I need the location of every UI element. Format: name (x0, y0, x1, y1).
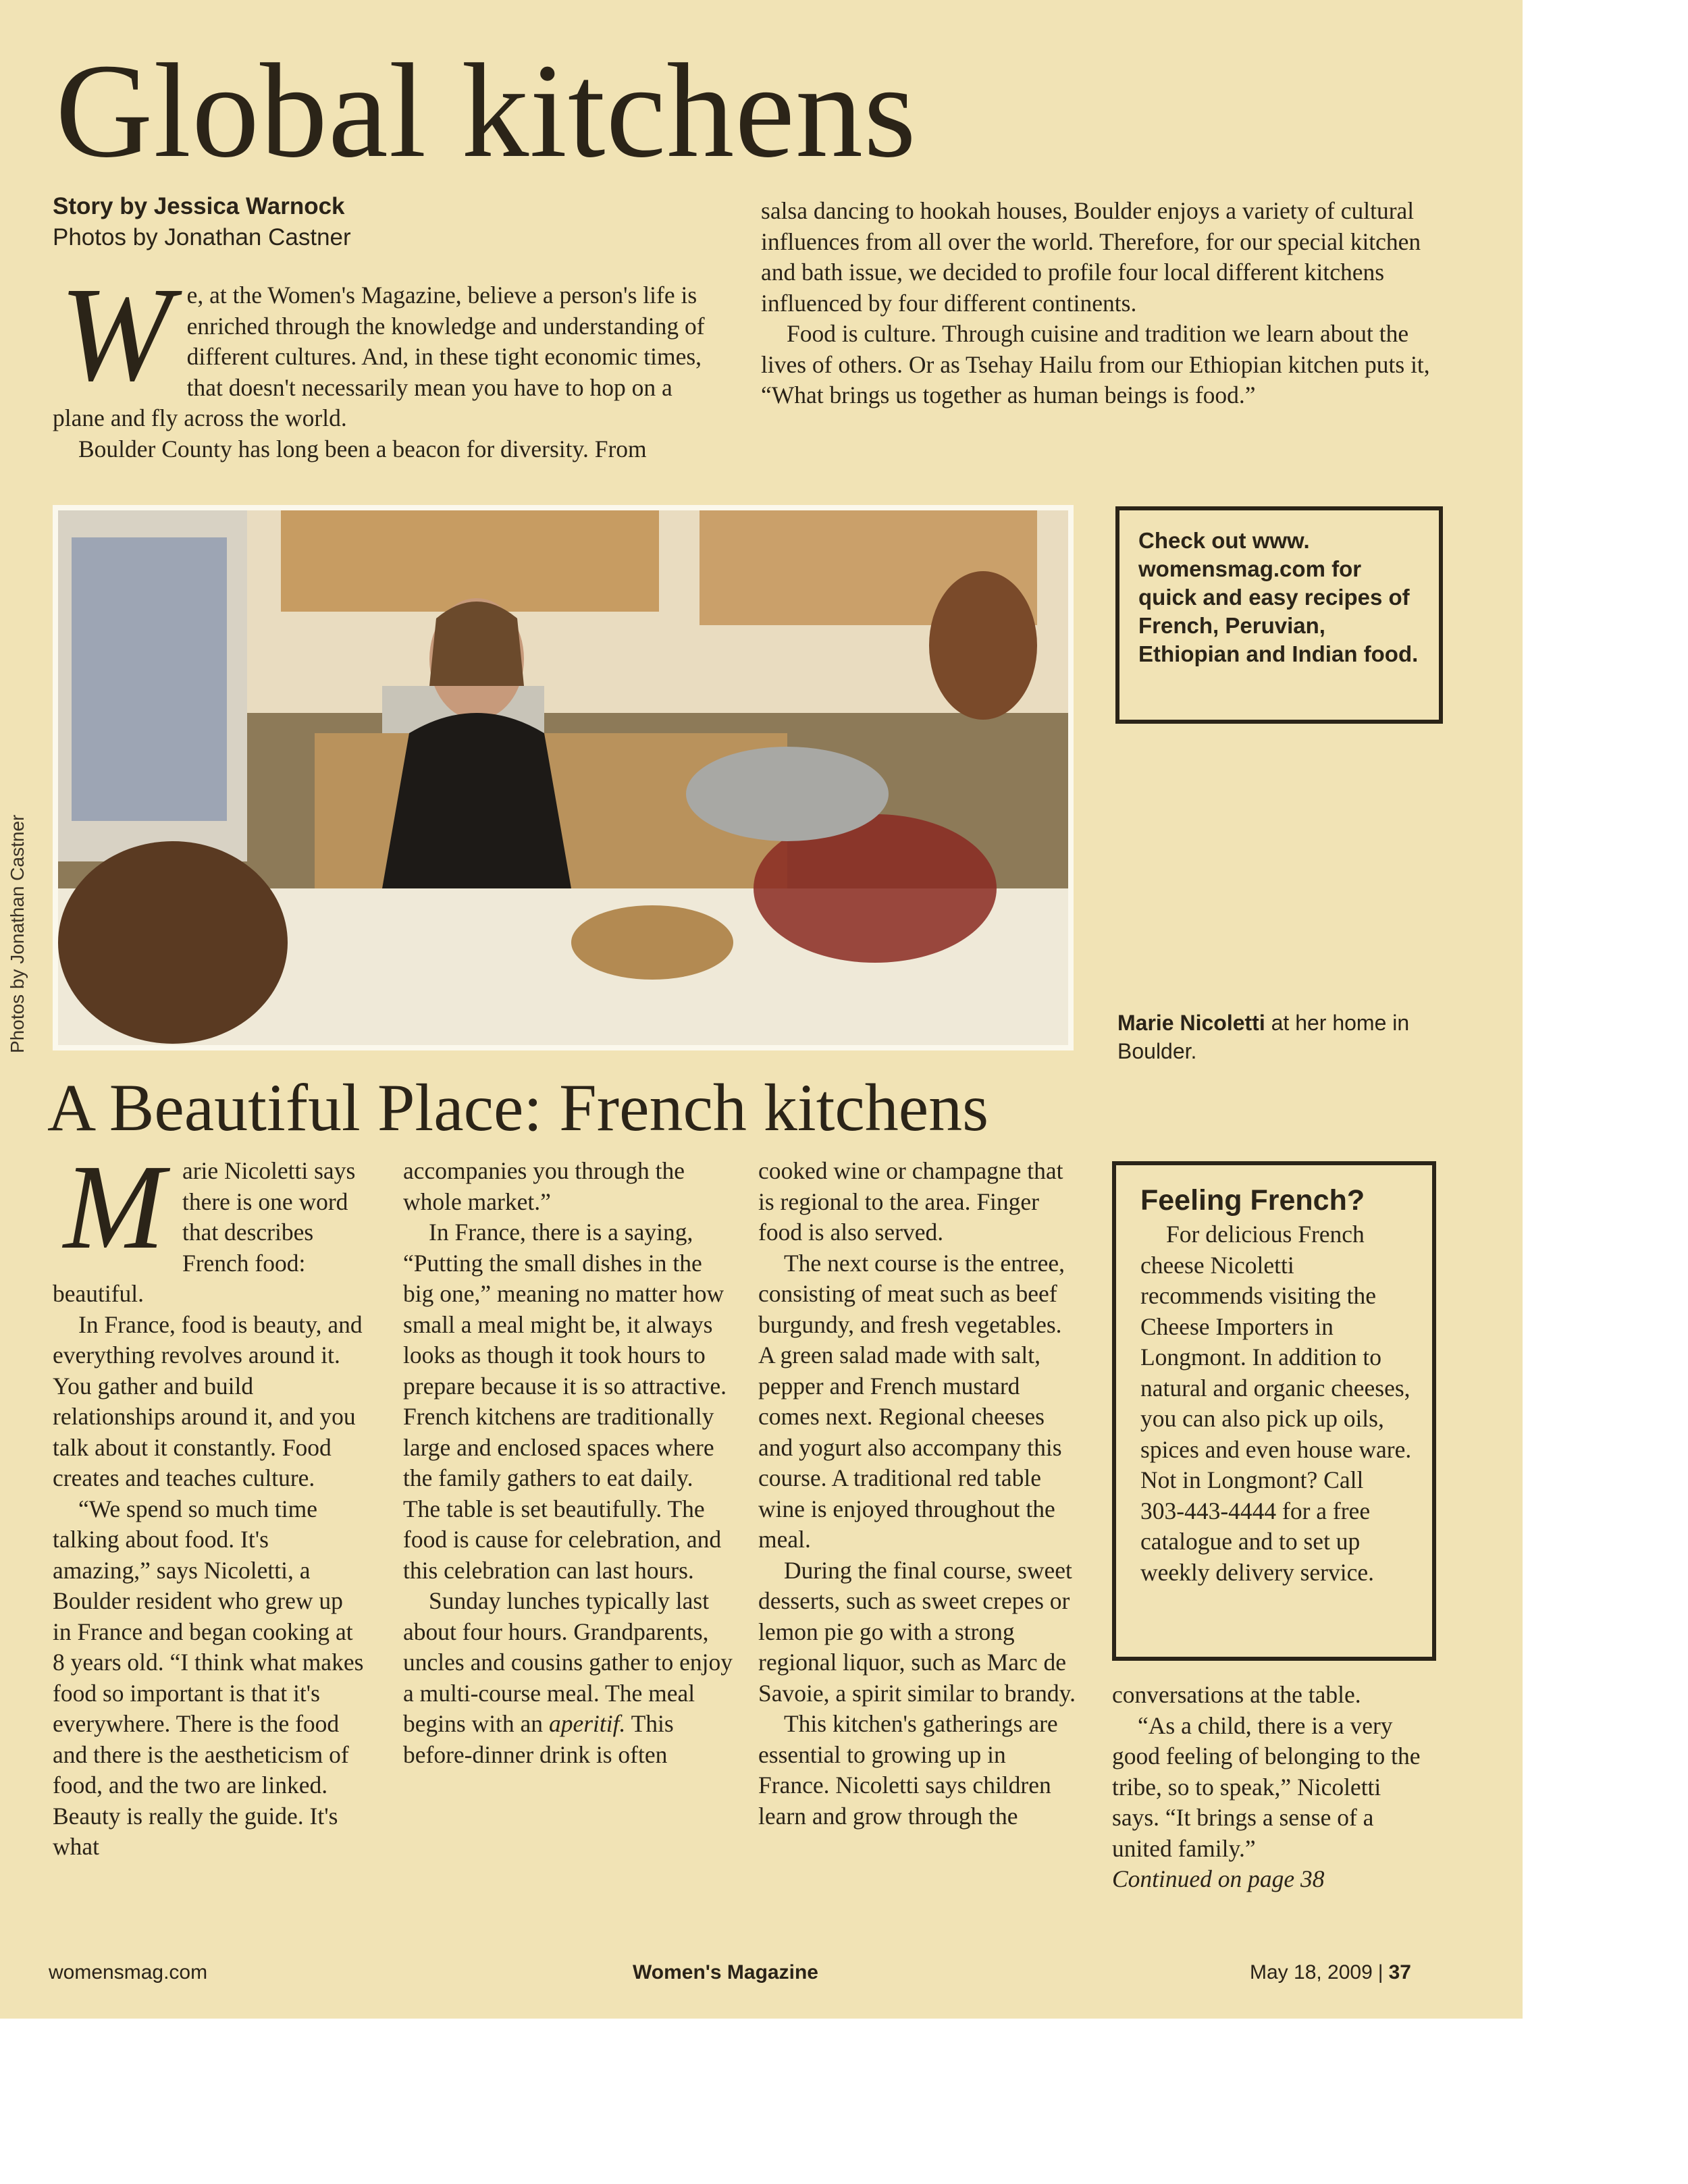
footer-website: womensmag.com (49, 1961, 208, 1983)
article-paragraph: During the final course, sweet desserts, such as sweet crepes or lemon pie go with a strong regional liquor, such as Marc de Savoie, a spirit similar to brandy. (758, 1556, 1076, 1707)
photo-credit-vertical: Photos by Jonathan Castner (7, 814, 28, 1053)
article-paragraph: In France, there is a saying, “Putting the small dishes in the big one,” meaning no matter how small a meal might be, it always looks as though it took hours to prepare because it is so attractive. French kitchens are traditionally large and enclosed spaces where the family gathers to eat daily. The table is set beautifully. The food is cause for celebration, and this celebration can last hours. (403, 1219, 727, 1584)
promo-text: Check out www. womensmag.com for quick and easy recipes of French, Peruvian, Ethiopian and Indian food. (1138, 528, 1419, 666)
article-paragraph: accompanies you through the whole market.” (403, 1157, 685, 1215)
footer-date: May 18, 2009 (1250, 1961, 1373, 1983)
sidebar-body: For delicious French cheese Nicoletti recommends visiting the Cheese Importers in Longmont. In addition to natural and organic cheeses, you can also pick up oils, spices and even house ware. Not in Longmont? Call 303-443-4444 for a free catalogue and to set up weekly delivery service. (1140, 1221, 1412, 1586)
intro-paragraph-2-start: Boulder County has long been a beacon for diversity. From (78, 435, 647, 462)
caption-name: Marie Nicoletti (1117, 1011, 1265, 1035)
intro-paragraph-2 (53, 434, 728, 464)
article-text: Sunday lunches typically last about four hours. Grandparents, uncles and cousins gather to enjoy a multi-course meal. The meal begins with an (403, 1587, 733, 1737)
article-column-3 (758, 1156, 1082, 1832)
page-number: 37 (1388, 1961, 1411, 1983)
sidebar-heading: Feeling French? (1140, 1184, 1365, 1217)
intro-dropcap: W (59, 260, 172, 409)
article-dropcap: M (63, 1140, 165, 1274)
aperitif-term: aperitif. (548, 1710, 626, 1737)
article-paragraph: “As a child, there is a very good feeling of belonging to the tribe, so to speak,” Nicoletti says. “It brings a sense of a united family.” (1112, 1711, 1421, 1862)
caption-text: at her home in Boulder. (1117, 1011, 1410, 1063)
footer-date-page (1250, 1961, 1411, 1984)
continued-on-page: Continued on page 38 (1112, 1865, 1325, 1892)
article-paragraph: “We spend so much time talking about food. It's amazing,” says Nicoletti, a Boulder resident who grew up in France and began cooking at 8 years old. “I think what makes food so important is that it's everywhere. There is the food and there is the aestheticism of food, and the two are linked. Beauty is really the guide. It's what (53, 1495, 364, 1860)
article-paragraph: cooked wine or champagne that is regional to the area. Finger food is also served. (758, 1157, 1063, 1246)
photo-caption (1117, 1009, 1415, 1065)
page-title: Global kitchens (55, 36, 917, 186)
kitchen-photo-illustration (58, 510, 1068, 1045)
kitchen-photo (53, 505, 1074, 1050)
article-paragraph: arie Nicoletti says there is one word that describes French food: beautiful. (53, 1157, 356, 1307)
story-credit: Story by Jessica Warnock (53, 193, 345, 219)
article-paragraph (403, 1586, 734, 1770)
intro-column-left (53, 260, 728, 464)
photo-credit-byline: Photos by Jonathan Castner (53, 224, 351, 250)
article-text: This before-dinner drink is often (403, 1710, 674, 1768)
continued-line (1112, 1864, 1426, 1895)
article-paragraph: In France, food is beauty, and everything revolves around it. You gather and build relationships around it, and you talk about it constantly. Food creates and teaches culture. (53, 1310, 363, 1491)
article-paragraph: The next course is the entree, consisting of meat such as beef burgundy, and fresh vegetables. A green salad made with salt, pepper and French mustard comes next. Regional cheeses and yogurt also accompany this course. A traditional red table wine is enjoyed throughout the meal. (758, 1249, 1065, 1553)
article-column-4 (1112, 1680, 1426, 1895)
footer-publication: Women's Magazine (633, 1961, 818, 1983)
article-column-1 (53, 1140, 365, 1863)
byline (53, 191, 351, 253)
article-paragraph: This kitchen's gatherings are essential to growing up in France. Nicoletti says children learn and grow through the (758, 1710, 1058, 1830)
promo-box (1115, 506, 1443, 724)
footer-separator: | (1377, 1961, 1383, 1983)
sidebar-box (1112, 1161, 1436, 1661)
intro-paragraph-3: Food is culture. Through cuisine and tradition we learn about the lives of others. Or as Tsehay Hailu from our Ethiopian kitchen puts it, “What brings us together as human beings is food.” (761, 320, 1430, 408)
article-column-2 (403, 1156, 734, 1770)
article-headline: A Beautiful Place: French kitchens (47, 1070, 989, 1145)
intro-paragraph-2-continued: salsa dancing to hookah houses, Boulder enjoys a variety of cultural influences from all over the world. Therefore, for our special kitchen and bath issue, we decided to profile four local different kitchens influenced by four different continents. (761, 197, 1421, 317)
intro-column-right (761, 196, 1443, 411)
article-paragraph: conversations at the table. (1112, 1681, 1361, 1708)
intro-paragraph-1: e, at the Women's Magazine, believe a person's life is enriched through the knowledge and understanding of different cultures. And, in these tight economic times, that doesn't necessarily mean you have to hop on a plane and fly across the world. (53, 282, 705, 431)
